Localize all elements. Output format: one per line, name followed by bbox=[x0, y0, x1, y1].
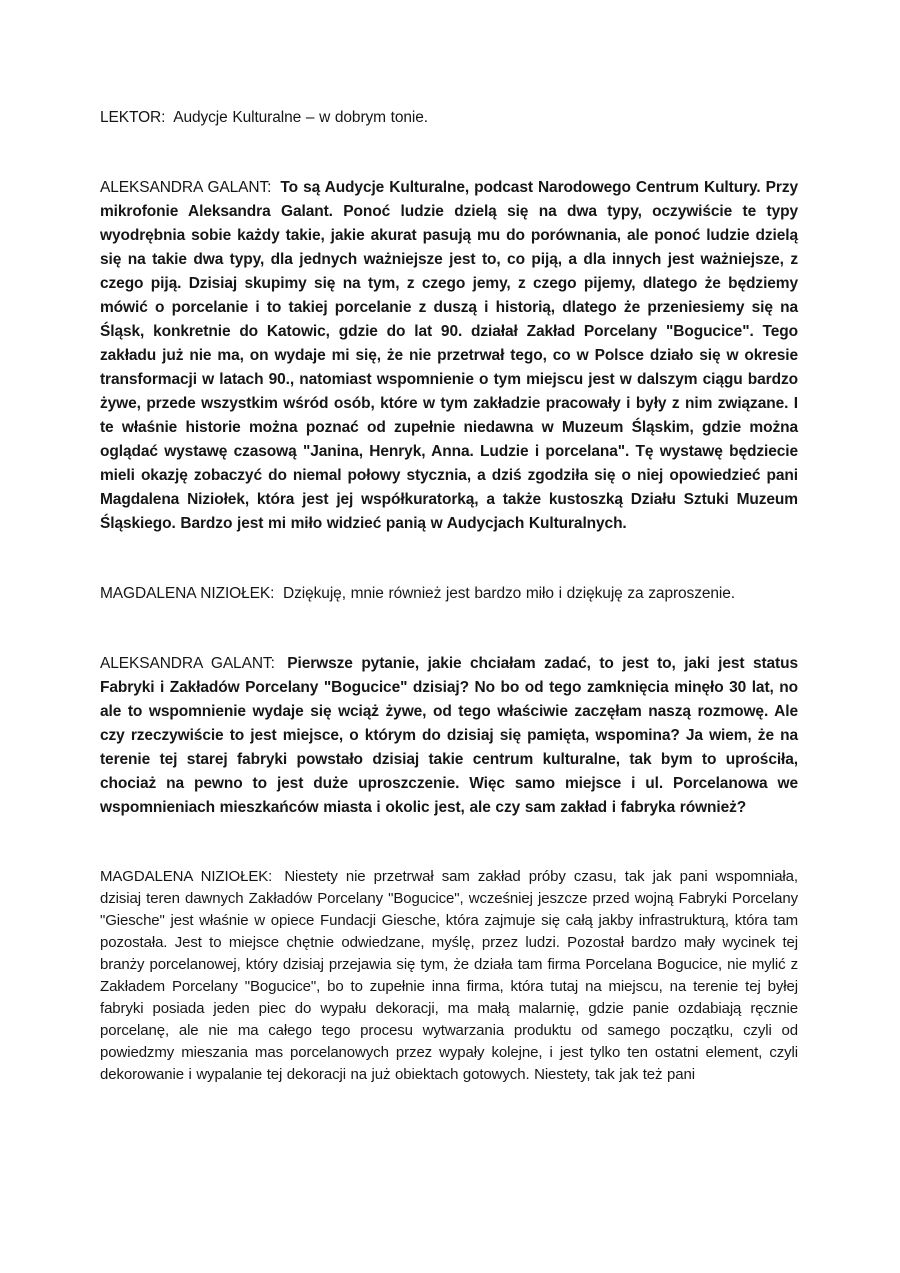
paragraph-galant-question bbox=[100, 652, 798, 820]
speaker-name: ALEKSANDRA GALANT: bbox=[100, 179, 272, 196]
paragraph-niziolek-greeting bbox=[100, 582, 798, 606]
paragraph-text: Niestety nie przetrwał sam zakład próby czasu, tak jak pani wspomniała, dzisiaj teren dawnych Zakładów Porcelany "Bogucice", wcześniej jeszcze przed wojną Fabryki Porcelany "Giesche" jest właśnie w opiece Fundacji Giesche, która zajmuje się całą jakby infrastrukturą, która tam pozostała. Jest to miejsce chętnie odwiedzane, myślę, przez ludzi. Pozostał bardzo mały wycinek tej branży porcelanowej, który dzisiaj przejawia się tym, że działa tam firma Porcelana Bogucice, nie mylić z Zakładem Porcelany "Bogucice", bo to zupełnie inna firma, która tutaj na miejscu, na terenie tej byłej fabryki posiada jeden piec do wypału dekoracji, ma małą malarnię, gdzie panie ozdabiają ręcznie porcelanę, ale nie ma całego tego procesu wytwarzania produktu od samego początku, czyli od powiedzmy mieszania mas porcelanowych przez wypały kolejne, i jest tylko ten ostatni element, czyli dekorowanie i wypalanie tej dekoracji na już obiektach gotowych. Niestety, tak jak też pani bbox=[100, 868, 798, 1083]
speaker-name: ALEKSANDRA GALANT: bbox=[100, 655, 275, 672]
paragraph-niziolek-answer bbox=[100, 866, 798, 1086]
transcript-content bbox=[100, 106, 798, 1086]
paragraph-galant-intro bbox=[100, 176, 798, 536]
speaker-name: MAGDALENA NIZIOŁEK: bbox=[100, 585, 275, 602]
paragraph-text: Dziękuję, mnie również jest bardzo miło i dziękuję za zaproszenie. bbox=[283, 585, 735, 602]
paragraph-text: Audycje Kulturalne – w dobrym tonie. bbox=[173, 109, 428, 126]
speaker-name: LEKTOR: bbox=[100, 109, 166, 126]
speaker-name: MAGDALENA NIZIOŁEK: bbox=[100, 868, 273, 885]
paragraph-text: Pierwsze pytanie, jakie chciałam zadać, to jest to, jaki jest status Fabryki i Zakładów Porcelany "Bogucice" dzisiaj? No bo od tego zamknięcia minęło 30 lat, no ale to wspomnienie wydaje się wciąż żywe, od tego właściwie zaczęłam naszą rozmowę. Ale czy rzeczywiście to jest miejsce, o którym do dzisiaj się pamięta, wspomina? Ja wiem, że na terenie tej starej fabryki powstało dzisiaj takie centrum kulturalne, tak bym to uprościła, chociaż na pewno to jest duże uproszczenie. Więc samo miejsce i ul. Porcelanowa we wspomnieniach mieszkańców miasta i okolic jest, ale czy sam zakład i fabryka również? bbox=[100, 655, 798, 816]
paragraph-lektor bbox=[100, 106, 798, 130]
paragraph-text: To są Audycje Kulturalne, podcast Narodowego Centrum Kultury. Przy mikrofonie Aleksandra Galant. Ponoć ludzie dzielą się na dwa typy, oczywiście te typy wyodrębnia sobie każdy takie, jakie akurat pasują mu do porównania, ale ponoć ludzie dzielą się na takie dwa typy, dla jednych ważniejsze jest to, co piją, a dla innych jest ważniejsze, z czego piją. Dzisiaj skupimy się na tym, z czego jemy, z czego pijemy, dlatego że będziemy mówić o porcelanie i to takiej porcelanie z duszą i historią, dlatego że przeniesiemy się na Śląsk, konkretnie do Katowic, gdzie do lat 90. działał Zakład Porcelany "Bogucice". Tego zakładu już nie ma, on wydaje mi się, że nie przetrwał tego, co w Polsce działo się w okresie transformacji w latach 90., natomiast wspomnienie o tym miejscu jest w dalszym ciągu bardzo żywe, przede wszystkim wśród osób, które w tym zakładzie pracowały i były z nim związane. I te właśnie historie można poznać od zupełnie niedawna w Muzeum Śląskim, gdzie można oglądać wystawę czasową "Janina, Henryk, Anna. Ludzie i porcelana". Tę wystawę będziecie mieli okazję zobaczyć do niemal połowy stycznia, a dziś zgodziła się o niej opowiedzieć pani Magdalena Niziołek, która jest jej współkuratorką, a także kustoszką Działu Sztuki Muzeum Śląskiego. Bardzo jest mi miło widzieć panią w Audycjach Kulturalnych. bbox=[100, 179, 798, 532]
